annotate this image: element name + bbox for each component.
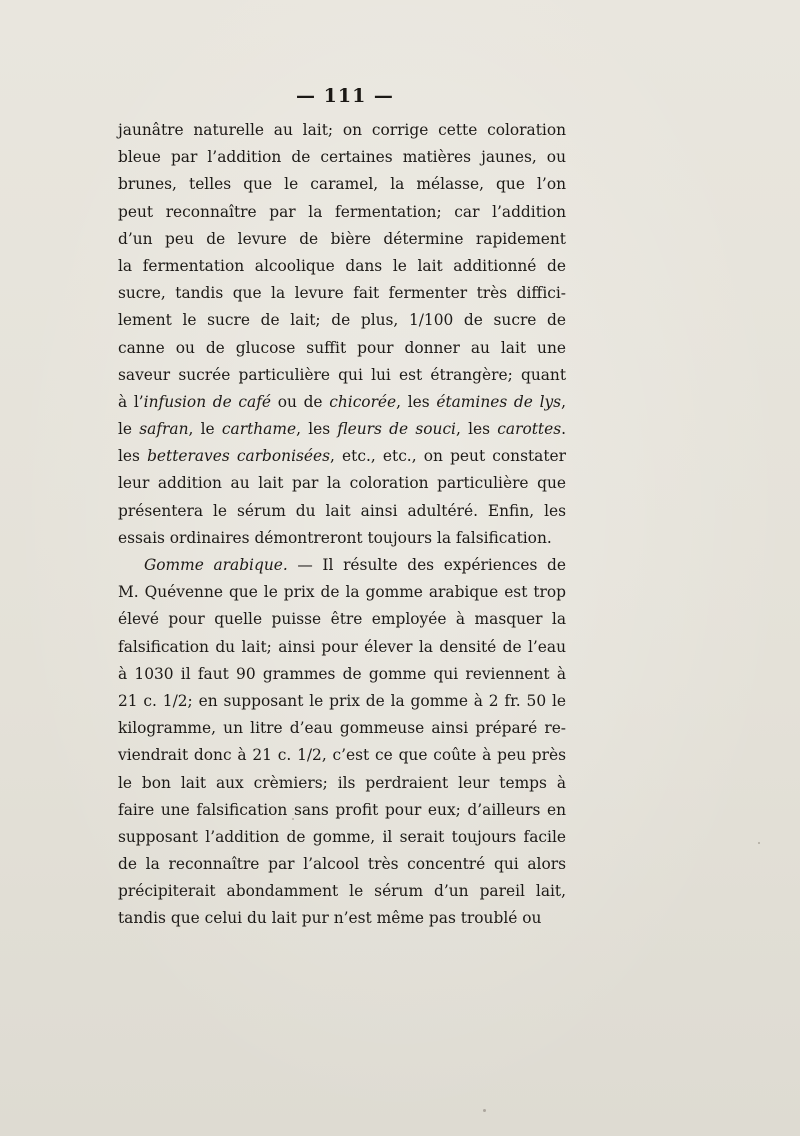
paragraph xyxy=(118,117,566,552)
body-text xyxy=(118,117,566,933)
text-segment: . xyxy=(561,420,566,439)
text-segment: , xyxy=(561,392,566,411)
text-line xyxy=(118,226,566,253)
text-segment: kilogramme, un litre d’eau gommeuse ainsi préparé re- xyxy=(118,719,566,738)
text-line xyxy=(118,905,566,932)
text-segment: précipiterait abondamment le sérum d’un pareil lait, xyxy=(118,882,566,901)
text-line xyxy=(118,606,566,633)
text-line xyxy=(118,416,566,443)
text-segment: la fermentation alcoolique dans le lait additionné de xyxy=(118,256,566,275)
paragraph xyxy=(118,552,566,933)
text-line xyxy=(118,688,566,715)
italic-text: carottes xyxy=(497,420,562,439)
text-segment: essais ordinaires démontreront toujours la falsification. xyxy=(118,528,552,547)
text-segment: , les xyxy=(455,420,498,439)
text-segment: jaunâtre naturelle au lait; on corrige cette coloration xyxy=(118,121,566,139)
text-segment: sucre, tandis que la levure fait fermenter très diffici- xyxy=(118,284,566,303)
text-segment: présentera le sérum du lait ainsi adultéré. Enfin, les xyxy=(118,501,566,520)
text-line xyxy=(118,824,566,851)
italic-text: chicorée xyxy=(329,392,397,411)
text-line xyxy=(118,470,566,497)
paper-speck xyxy=(758,842,760,844)
text-segment: — Il résulte des expériences de xyxy=(287,556,566,574)
italic-text: Gomme arabique. xyxy=(144,556,288,574)
italic-text: carthame xyxy=(221,420,297,439)
text-line xyxy=(118,443,566,470)
italic-text: betteraves carbonisées xyxy=(147,447,331,466)
text-segment: ou de xyxy=(271,392,330,411)
text-line xyxy=(118,171,566,198)
text-line xyxy=(118,552,566,579)
text-segment: de la reconnaître par l’alcool très concentré qui alors xyxy=(118,855,566,874)
text-segment: lement le sucre de lait; de plus, 1/100 de sucre de xyxy=(118,311,566,330)
text-segment: brunes, telles que le caramel, la mélasse, que l’on xyxy=(118,175,566,194)
text-line xyxy=(118,253,566,280)
text-segment: M. Quévenne que le prix de la gomme arabique est trop xyxy=(118,583,566,602)
text-segment: , le xyxy=(188,420,222,439)
text-segment: , les xyxy=(396,392,437,411)
text-line xyxy=(118,199,566,226)
text-segment: peut reconnaître par la fermentation; car l’addition xyxy=(118,202,566,221)
text-segment: élevé pour quelle puisse être employée à masquer la xyxy=(118,610,566,629)
text-line xyxy=(118,525,566,552)
text-line xyxy=(118,878,566,905)
text-line xyxy=(118,280,566,307)
text-segment: tandis que celui du lait pur n’est même pas troublé ou xyxy=(118,909,542,928)
text-line xyxy=(118,307,566,334)
text-line xyxy=(118,742,566,769)
text-segment: le xyxy=(118,420,140,439)
text-segment: saveur sucrée particulière qui lui est étrangère; quant xyxy=(118,365,566,384)
page-number: — 111 — xyxy=(296,85,394,107)
text-line xyxy=(118,661,566,688)
text-line xyxy=(118,335,566,362)
text-segment: 21 c. 1/2; en supposant le prix de la gomme à 2 fr. 50 le xyxy=(118,691,566,710)
text-line xyxy=(118,797,566,824)
text-segment: bleue par l’addition de certaines matières jaunes, ou xyxy=(118,148,566,167)
paper-speck xyxy=(292,818,294,820)
italic-text: fleurs de souci xyxy=(337,420,456,439)
paper-speck xyxy=(483,1109,486,1112)
text-segment: faire une falsification sans profit pour eux; d’ailleurs en xyxy=(118,800,566,819)
text-segment: canne ou de glucose suffit pour donner au lait une xyxy=(118,338,566,357)
text-line xyxy=(118,851,566,878)
text-line xyxy=(118,117,566,144)
text-line xyxy=(118,362,566,389)
text-line xyxy=(118,144,566,171)
text-segment: supposant l’addition de gomme, il serait toujours facile xyxy=(118,827,566,846)
italic-text: safran xyxy=(139,420,189,439)
text-segment: d’un peu de levure de bière détermine rapidement xyxy=(118,229,566,248)
italic-text: infusion de café xyxy=(143,392,272,411)
text-line xyxy=(118,715,566,742)
text-line xyxy=(118,498,566,525)
text-segment: leur addition au lait par la coloration particulière que xyxy=(118,474,566,493)
text-segment: viendrait donc à 21 c. 1/2, c’est ce que coûte à peu près xyxy=(118,746,566,765)
text-segment: , etc., etc., on peut constater xyxy=(330,447,566,466)
text-line xyxy=(118,389,566,416)
italic-text: étamines de lys xyxy=(436,392,562,411)
text-segment: à 1030 il faut 90 grammes de gomme qui reviennent à xyxy=(118,664,566,683)
text-segment: à l’ xyxy=(118,392,144,411)
text-segment: falsification du lait; ainsi pour élever la densité de l’eau xyxy=(118,637,566,656)
text-line xyxy=(118,634,566,661)
text-line xyxy=(118,770,566,797)
text-segment: , les xyxy=(296,420,338,439)
text-segment: les xyxy=(118,447,148,466)
text-line xyxy=(118,579,566,606)
text-segment: le bon lait aux crèmiers; ils perdraient leur temps à xyxy=(118,773,566,792)
